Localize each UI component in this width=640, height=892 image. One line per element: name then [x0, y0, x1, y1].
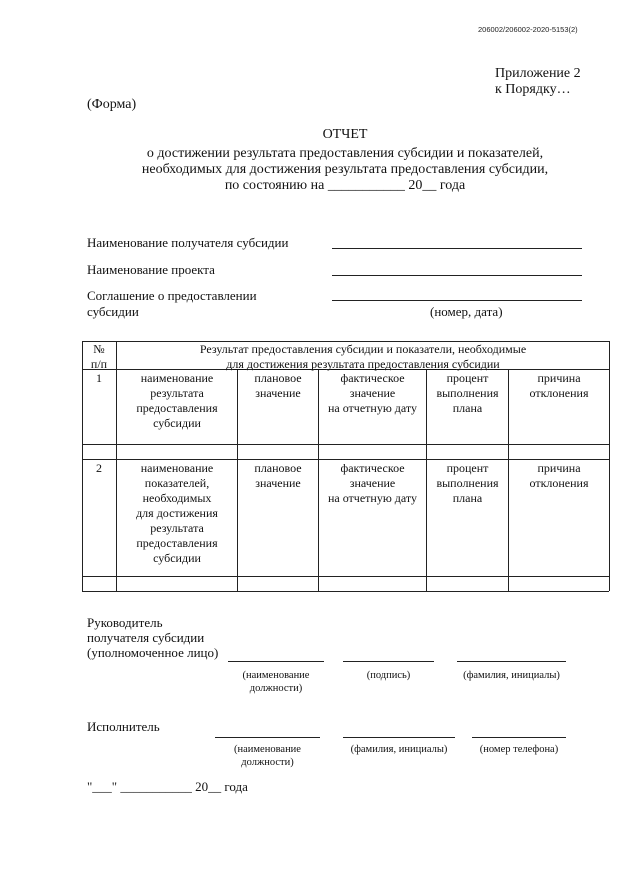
column-num-header-line-2: п/п: [90, 357, 108, 371]
executor-name-caption: (фамилия, инициалы): [350, 744, 448, 755]
row-1-planned: [238, 371, 318, 401]
row-1-percent-line: плана: [452, 401, 483, 415]
row-2-planned-line: значение: [255, 476, 301, 490]
column-num-header-line-1: №: [93, 342, 105, 356]
row-1-num: 1: [96, 371, 102, 385]
agreement-input-line[interactable]: [332, 300, 582, 301]
row-2-actual-line: на отчетную дату: [327, 491, 418, 505]
report-subtitle-line-3: по состоянию на ___________ 20__ года: [224, 178, 466, 193]
row-2-reason-line: причина: [537, 461, 581, 475]
row-1-percent-line: выполнения: [436, 386, 499, 400]
column-num-header: [82, 342, 116, 372]
row-2-actual-line: значение: [349, 476, 396, 490]
row-2-name-line: наименование: [140, 461, 214, 475]
row-1-name: [117, 371, 237, 431]
report-title: ОТЧЕТ: [322, 127, 368, 142]
head-name-caption: (фамилия, инициалы): [463, 670, 560, 681]
head-signature-line[interactable]: [343, 661, 434, 662]
head-position-caption-line-1: (наименование: [242, 670, 310, 681]
table-row1-bottom: [82, 459, 609, 460]
row-1-name-line: наименование: [140, 371, 214, 385]
row-2-name-line: субсидии: [153, 551, 201, 565]
table-header: [117, 342, 609, 372]
row-1-actual-line: значение: [349, 386, 396, 400]
report-subtitle-line-1: о достижении результата предоставления субсидии и показателей,: [146, 146, 544, 161]
row-2-name-line: предоставления: [136, 536, 218, 550]
executor-name-line[interactable]: [343, 737, 455, 738]
head-signature-caption: (подпись): [366, 670, 411, 681]
recipient-input-line[interactable]: [332, 248, 582, 249]
row-2-actual-line: фактическое: [340, 461, 405, 475]
executor-position-caption: [208, 743, 327, 769]
executor-label: Исполнитель: [87, 719, 160, 734]
head-label-line-2: получателя субсидии: [87, 630, 205, 645]
row-2-reason-line: отклонения: [529, 476, 589, 490]
row-2-reason: [509, 461, 609, 491]
head-position-caption: [218, 669, 334, 695]
head-label-line-3: (уполномоченное лицо): [87, 645, 219, 660]
head-name-line[interactable]: [457, 661, 566, 662]
row-2-percent-line: плана: [452, 491, 483, 505]
row-1-name-line: субсидии: [153, 416, 201, 430]
row-2-actual: [319, 461, 426, 506]
executor-phone-line[interactable]: [472, 737, 566, 738]
row-2-name-line: необходимых: [142, 491, 212, 505]
table-row2-line: [82, 576, 609, 577]
appendix-line-1: Приложение 2: [495, 66, 581, 81]
row-2-percent: [427, 461, 508, 506]
row-2-planned: [238, 461, 318, 491]
row-1-name-line: предоставления: [136, 401, 218, 415]
row-1-actual-line: на отчетную дату: [327, 401, 418, 415]
row-2-name-line: показателей,: [144, 476, 210, 490]
row-2-name-line: для достижения: [136, 506, 218, 520]
row-1-percent: [427, 371, 508, 416]
row-1-planned-line: значение: [255, 386, 301, 400]
date-line[interactable]: "___" ___________ 20__ года: [87, 779, 248, 794]
table-row1-line: [82, 444, 609, 445]
project-input-line[interactable]: [332, 275, 582, 276]
row-2-num: 2: [96, 461, 102, 475]
row-1-reason-line: причина: [537, 371, 581, 385]
appendix-line-2: к Порядку…: [495, 82, 571, 97]
row-2-percent-line: выполнения: [436, 476, 499, 490]
form-label: (Форма): [87, 97, 137, 112]
project-label: Наименование проекта: [87, 262, 215, 277]
recipient-label: Наименование получателя субсидии: [87, 235, 289, 250]
document-id: 206002/206002-2020-5153(2): [478, 25, 578, 34]
head-label-line-1: Руководитель: [87, 615, 163, 630]
table-border-bottom: [82, 591, 609, 592]
table-border-right: [609, 341, 610, 591]
executor-position-line[interactable]: [215, 737, 320, 738]
head-position-caption-line-2: должности): [249, 683, 303, 694]
row-2-name: [117, 461, 237, 566]
row-1-percent-line: процент: [446, 371, 489, 385]
row-2-percent-line: процент: [446, 461, 489, 475]
row-2-planned-line: плановое: [254, 461, 302, 475]
row-1-reason: [509, 371, 609, 401]
executor-position-caption-line-2: должности): [241, 757, 294, 768]
row-1-name-line: результата: [150, 386, 204, 400]
report-subtitle-line-2: необходимых для достижения результата предоставления субсидии,: [141, 162, 549, 177]
executor-phone-caption: (номер телефона): [479, 744, 559, 755]
row-1-planned-line: плановое: [254, 371, 302, 385]
row-1-reason-line: отклонения: [529, 386, 589, 400]
agreement-hint: (номер, дата): [430, 304, 503, 319]
agreement-label-line-2: субсидии: [87, 304, 139, 319]
table-header-line-1: Результат предоставления субсидии и показатели, необходимые: [199, 342, 527, 356]
row-1-actual-line: фактическое: [340, 371, 405, 385]
row-1-actual: [319, 371, 426, 416]
row-2-name-line: результата: [150, 521, 204, 535]
agreement-label-line-1: Соглашение о предоставлении: [87, 288, 257, 303]
table-header-line-2: для достижения результата предоставления субсидии: [226, 357, 500, 371]
head-position-line[interactable]: [228, 661, 324, 662]
executor-position-caption-line-1: (наименование: [234, 744, 301, 755]
